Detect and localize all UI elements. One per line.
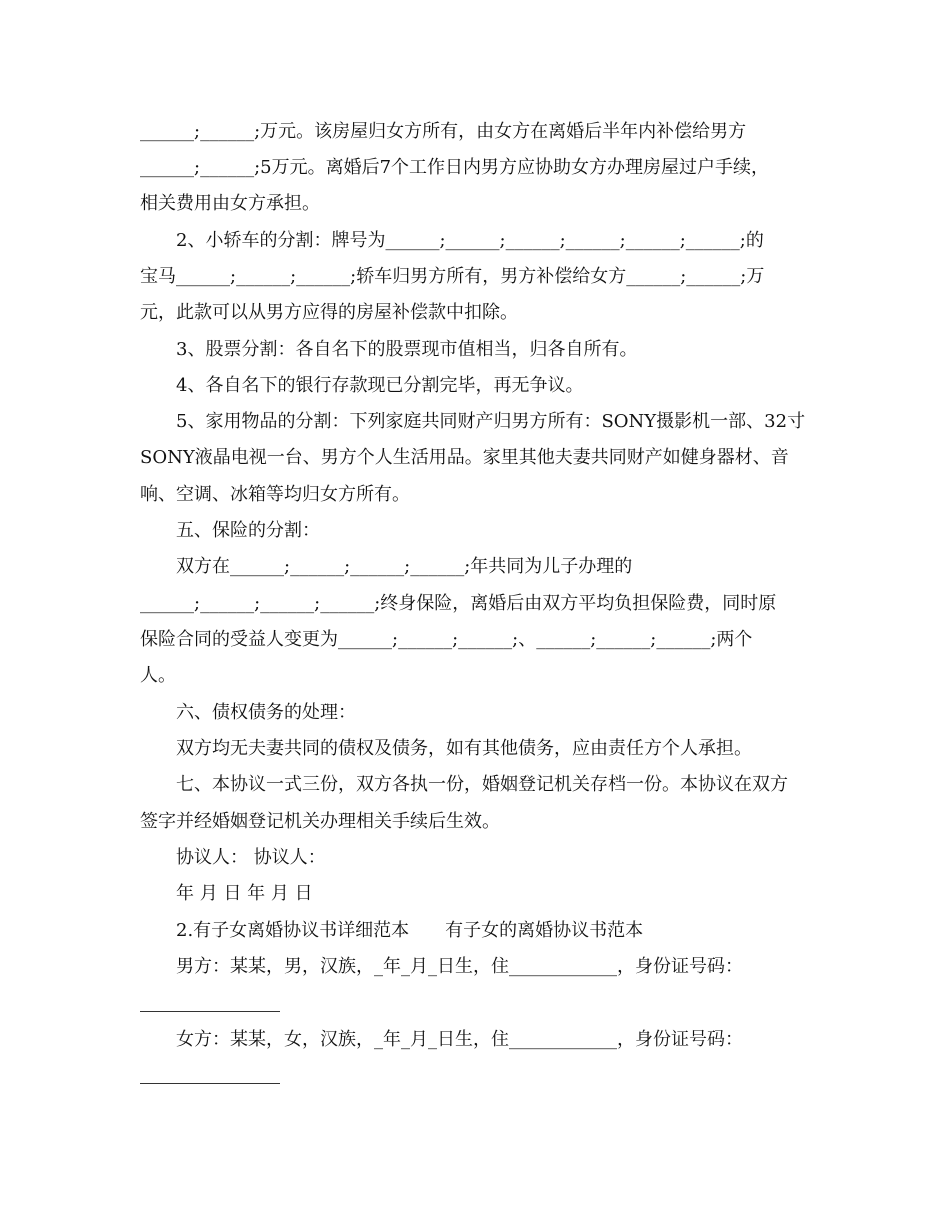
text-line: 元，此款可以从男方应得的房屋补偿款中扣除。	[140, 302, 518, 323]
date-line: 年 月 日 年 月 日	[176, 883, 313, 904]
text-line: 七、本协议一式三份，双方各执一份，婚姻登记机关存档一份。本协议在双方	[176, 774, 788, 795]
text-line: 响、空调、冰箱等均归女方所有。	[140, 484, 410, 505]
document-title: 2.有子女离婚协议书详细范本 有子女的离婚协议书范本	[176, 920, 644, 941]
text-line: 男方：某某，男，汉族，_年_月_日生，住____________，身份证号码：	[176, 956, 743, 977]
text-line: 双方在______;______;______;______;年共同为儿子办理的	[176, 556, 633, 577]
blank-underline	[140, 1083, 280, 1084]
blank-underline	[140, 1011, 280, 1012]
text-line: 签字并经婚姻登记机关办理相关手续后生效。	[140, 811, 500, 832]
text-line: 人。	[140, 665, 176, 686]
text-line: 相关费用由女方承担。	[140, 193, 320, 214]
text-line: 2、小轿车的分割：牌号为______;______;______;______;______;______;的	[176, 230, 764, 251]
section-heading: 六、债权债务的处理：	[176, 702, 356, 723]
text-line: 女方：某某，女，汉族，_年_月_日生，住____________，身份证号码：	[176, 1029, 743, 1050]
text-line: ______;______;5万元。离婚后7个工作日内男方应协助女方办理房屋过户手续，	[140, 157, 770, 178]
text-line: 宝马______;______;______;轿车归男方所有，男方补偿给女方______;______;万	[140, 266, 765, 287]
text-line: ______;______;______;______;终身保险，离婚后由双方平均负担保险费，同时原	[140, 593, 777, 614]
section-heading: 五、保险的分割：	[176, 520, 320, 541]
signature-line: 协议人： 协议人：	[176, 847, 326, 868]
text-line: 3、股票分割：各自名下的股票现市值相当，归各自所有。	[176, 339, 638, 360]
text-line: 5、家用物品的分割：下列家庭共同财产归男方所有：SONY摄影机一部、32寸	[176, 411, 806, 432]
text-line: 保险合同的受益人变更为______;______;______;、______;______;______;两个	[140, 629, 753, 650]
text-line: SONY液晶电视一台、男方个人生活用品。家里其他夫妻共同财产如健身器材、音	[140, 447, 789, 468]
text-line: 双方均无夫妻共同的债权及债务，如有其他债务，应由责任方个人承担。	[176, 738, 752, 759]
text-line: ______;______;万元。该房屋归女方所有，由女方在离婚后半年内补偿给男方	[140, 121, 747, 142]
text-line: 4、各自名下的银行存款现已分割完毕，再无争议。	[176, 375, 584, 396]
